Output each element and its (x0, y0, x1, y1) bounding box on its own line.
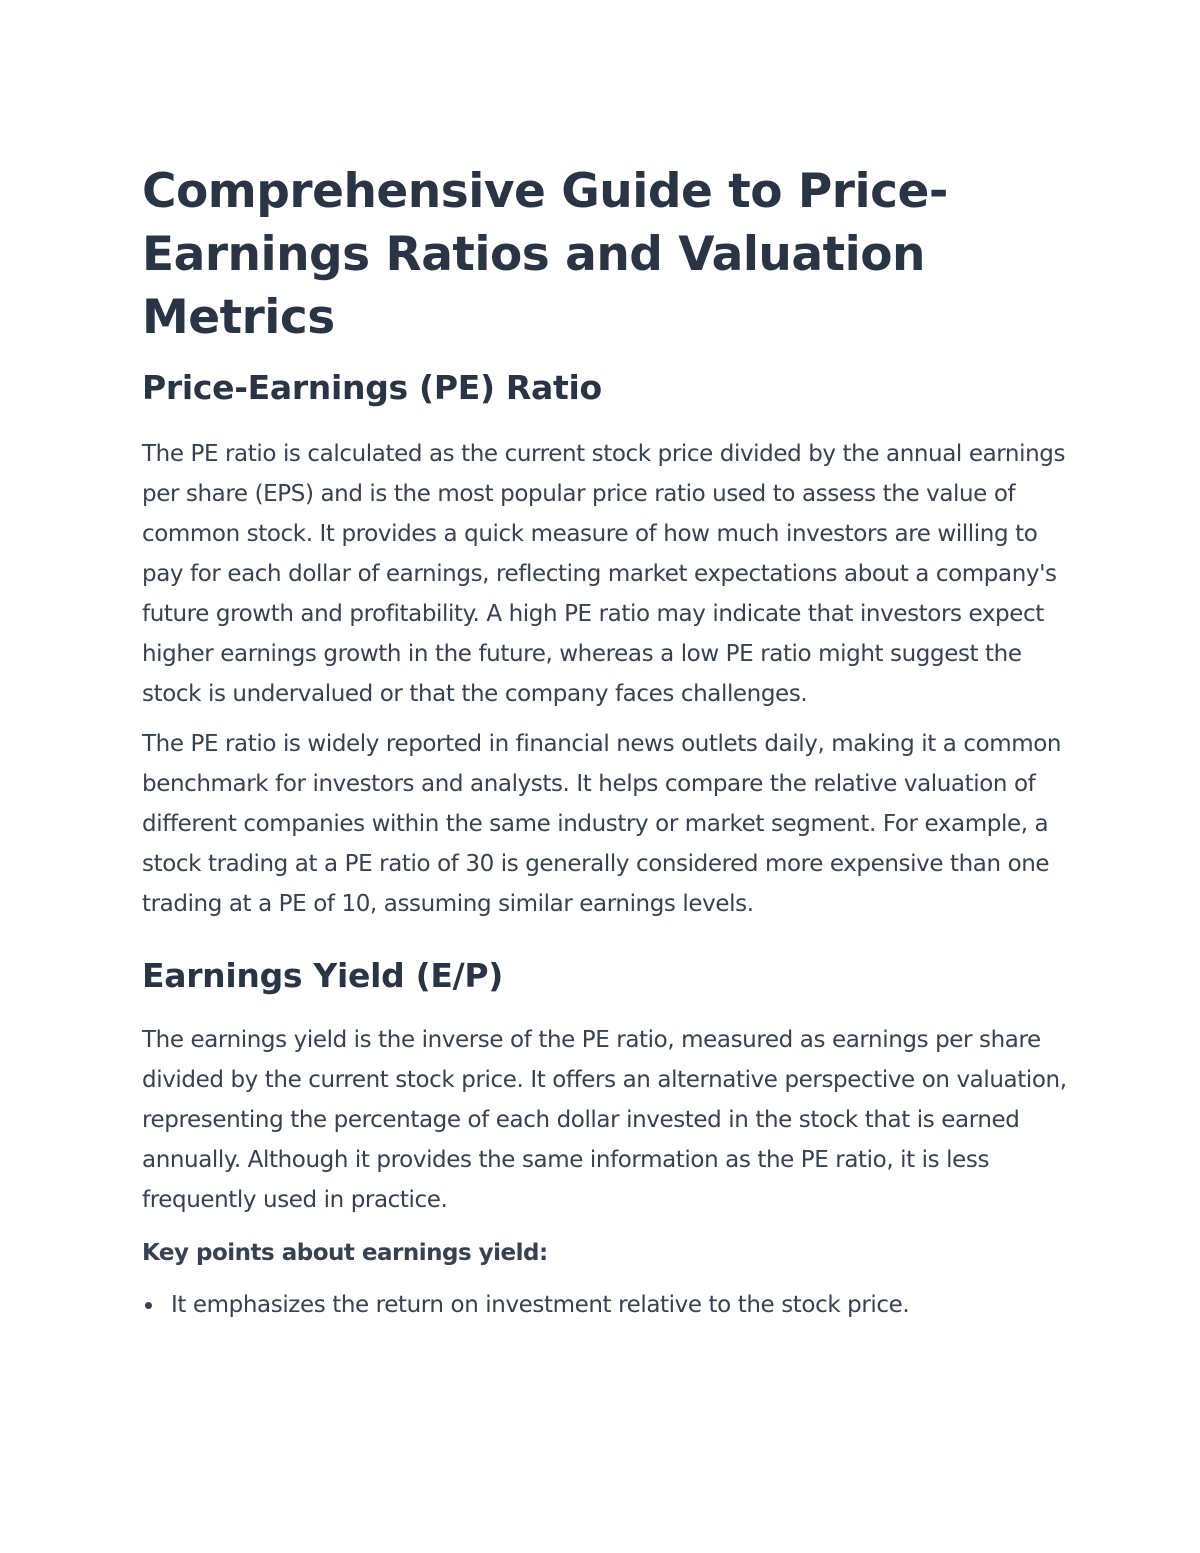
list-item (142, 1285, 1072, 1325)
section-heading-earnings-yield: Earnings Yield (E/P) (142, 956, 504, 995)
bullet-icon (145, 1302, 152, 1309)
key-points-label: Key points about earnings yield: (142, 1240, 548, 1266)
document-title: Comprehensive Guide to Price-Earnings Ratios and Valuation Metrics (142, 164, 948, 345)
list-item-text: It emphasizes the return on investment relative to the stock price. (171, 1292, 910, 1318)
paragraph: The PE ratio is widely reported in financial news outlets daily, making it a common benchmark for investors and analysts. It helps compare the relative valuation of different companies within the same industry or market segment. For example, a stock trading at a PE ratio of 30 is generally considered more expensive than one trading at a PE of 10, assuming similar earnings levels. (142, 731, 1062, 917)
paragraph: The PE ratio is calculated as the current stock price divided by the annual earnings per share (EPS) and is the most popular price ratio used to assess the value of common stock. It provides a quick measure of how much investors are willing to pay for each dollar of earnings, reflecting market expectations about a company's future growth and profitability. A high PE ratio may indicate that investors expect higher earnings growth in the future, whereas a low PE ratio might suggest the stock is undervalued or that the company faces challenges. (142, 441, 1066, 707)
section-heading-pe-ratio: Price-Earnings (PE) Ratio (142, 368, 602, 407)
paragraph: The earnings yield is the inverse of the PE ratio, measured as earnings per share divided by the current stock price. It offers an alternative perspective on valuation, representing the percentage of each dollar invested in the stock that is earned annually. Although it provides the same information as the PE ratio, it is less frequently used in practice. (142, 1027, 1067, 1213)
key-points-list (142, 1285, 1072, 1325)
document-page (142, 160, 1072, 1325)
